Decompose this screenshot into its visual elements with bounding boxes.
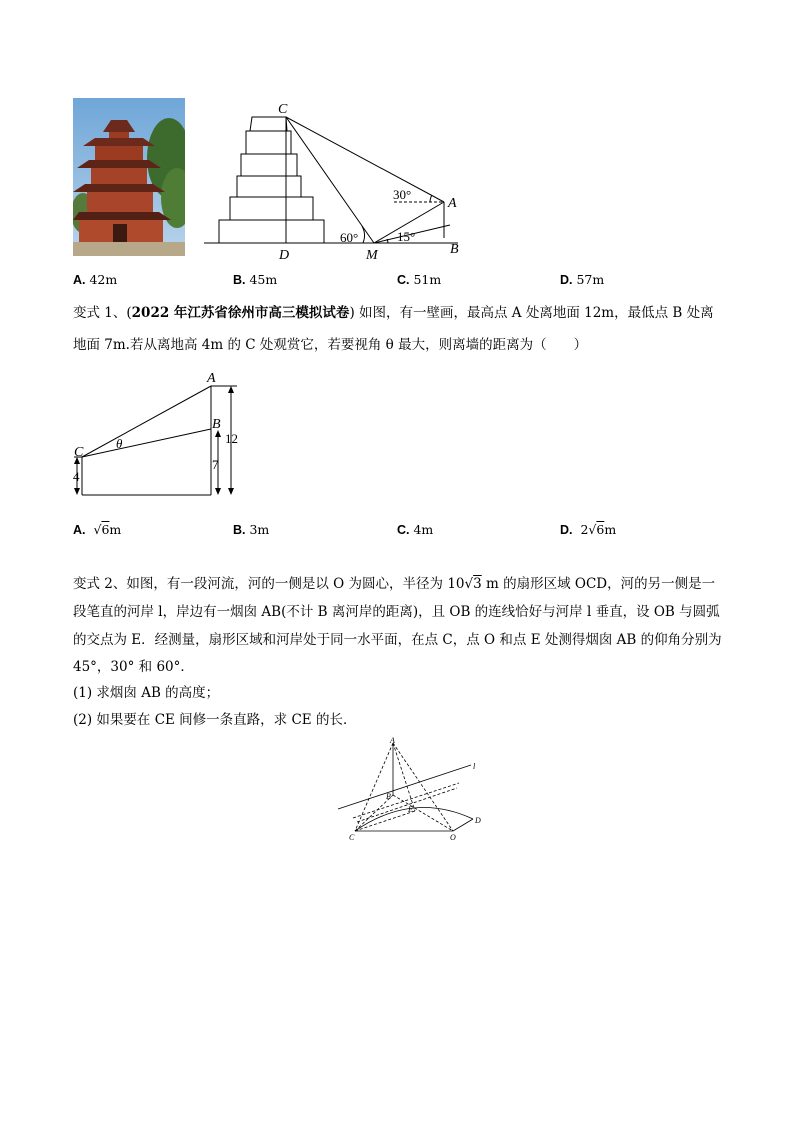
option-unit: m	[109, 522, 122, 537]
river-bank-l	[338, 765, 471, 809]
angle-arc-30	[430, 195, 432, 202]
option-C	[397, 270, 441, 290]
river-figure	[333, 733, 493, 843]
variant2-question-1: (1) 求烟囱 AB 的高度；	[73, 685, 220, 701]
option-letter: B.	[233, 273, 246, 287]
variant1-source: 2022 年江苏省徐州市高三模拟试卷	[131, 305, 350, 321]
variant2-line1-a: 变式 2、如图，有一段河流，河的一侧是以 O 为圆心，半径为 10	[73, 576, 465, 592]
variant1-option-C	[397, 520, 433, 540]
variant2-line2: 段笔直的河岸 l，岸边有一烟囱 AB(不计 B 离河岸的距离)，且 OB 的连线恰好与河岸 l 垂直，设 OB 与圆弧	[73, 604, 720, 620]
variant2-line4: 45°，30° 和 60°．	[73, 659, 194, 675]
line-BO	[393, 795, 453, 831]
option-letter: C.	[397, 523, 410, 537]
line-CA	[82, 386, 211, 457]
wall-figure	[70, 368, 250, 503]
label-l: l	[473, 762, 476, 771]
option-letter: A.	[73, 273, 86, 287]
label-A: A	[207, 371, 216, 386]
option-unit: m	[592, 272, 605, 287]
arrow-head	[215, 488, 221, 495]
label-C: C	[349, 833, 355, 842]
line-CB	[82, 429, 211, 457]
option-unit: m	[429, 272, 442, 287]
option-unit: m	[265, 272, 278, 287]
arrow-head	[228, 386, 234, 393]
option-unit: m	[604, 522, 617, 537]
river-dashed-edge	[353, 783, 459, 818]
arrow-head	[228, 488, 234, 495]
tower-top	[250, 117, 287, 131]
variant1-option-A	[73, 520, 121, 540]
variant1-line1	[73, 303, 714, 323]
option-value: 42	[89, 272, 106, 287]
option-letter: D.	[560, 273, 573, 287]
option-value: 4m	[413, 522, 434, 537]
angle-15-label: 15°	[397, 229, 416, 244]
option-value: 3m	[249, 522, 270, 537]
tower-tier	[241, 154, 297, 176]
sqrt-expression: 2√6m	[580, 522, 617, 537]
variant2-line3: 的交点为 E．经测量，扇形区域和河岸处于同一水平面，在点 C，点 O 和点 E 处测得烟囱 AB 的仰角分别为	[73, 632, 722, 648]
label-C: C	[278, 102, 288, 117]
line-AO	[393, 743, 453, 831]
option-letter: B.	[233, 523, 246, 537]
dim-12-label: 12	[225, 431, 238, 446]
tower-tier	[219, 220, 324, 243]
label-D: D	[475, 816, 481, 825]
sqrt-radicand: 3	[473, 576, 482, 592]
tower-tier	[237, 176, 301, 197]
option-A	[73, 270, 117, 290]
variant2-line1-b: m 的扇形区域 OCD，河的另一侧是一	[481, 576, 716, 592]
angle-60-label: 60°	[340, 230, 359, 245]
variant1-option-B	[233, 520, 269, 540]
option-value: 57	[576, 272, 593, 287]
line-AE	[393, 743, 415, 811]
sqrt-radicand: 6	[101, 522, 110, 537]
angle-30-label: 30°	[393, 187, 412, 202]
option-unit: m	[105, 272, 118, 287]
variant1-prefix: 变式 1、(	[73, 305, 132, 321]
sqrt-expression: √6m	[89, 522, 122, 537]
line-OD	[453, 819, 473, 831]
variant2-line1: 变式 2、如图，有一段河流，河的一侧是以 O 为圆心，半径为 10√3 m 的扇形区域 OCD，河的另一侧是一	[73, 576, 716, 592]
sqrt-coefficient: 2	[580, 522, 589, 537]
label-E: E	[408, 805, 413, 814]
line-CA	[286, 117, 444, 202]
line-AC	[355, 743, 393, 831]
variant1-line2: 地面 7m.若从离地高 4m 的 C 处观赏它，若要视角 θ 最大，则离墙的距离为（ ）	[73, 337, 588, 353]
river-dashed-edge	[357, 788, 457, 822]
variant1-line1-rest: ) 如图，有一壁画，最高点 A 处离地面 12m，最低点 B 处离	[349, 305, 714, 321]
variant2-question-2: (2) 如果要在 CE 间修一条直路，求 CE 的长．	[73, 712, 357, 728]
option-D	[560, 270, 604, 290]
dim-4-label: 4	[73, 469, 80, 484]
dim-7-label: 7	[212, 457, 219, 472]
option-value: 51	[413, 272, 430, 287]
label-B: B	[386, 792, 391, 801]
sqrt-radicand: 6	[596, 522, 605, 537]
label-A: A	[448, 196, 457, 211]
label-C: C	[74, 445, 84, 460]
option-letter: A.	[73, 523, 86, 537]
tower-figure	[200, 98, 480, 263]
arrow-head	[74, 488, 80, 495]
option-B	[233, 270, 277, 290]
option-value: 45	[249, 272, 266, 287]
label-O: O	[450, 833, 456, 842]
variant1-option-D	[560, 520, 616, 540]
label-D: D	[279, 248, 290, 263]
option-letter: D.	[560, 523, 573, 537]
line-CM	[286, 117, 374, 243]
tower-tier	[246, 131, 291, 154]
label-B: B	[212, 417, 221, 432]
label-B: B	[450, 242, 459, 257]
pavilion-photo	[73, 98, 185, 256]
option-letter: C.	[397, 273, 410, 287]
label-theta: θ	[116, 436, 123, 451]
label-M: M	[366, 248, 378, 263]
tower-tier	[230, 197, 313, 220]
label-A: A	[390, 736, 395, 745]
